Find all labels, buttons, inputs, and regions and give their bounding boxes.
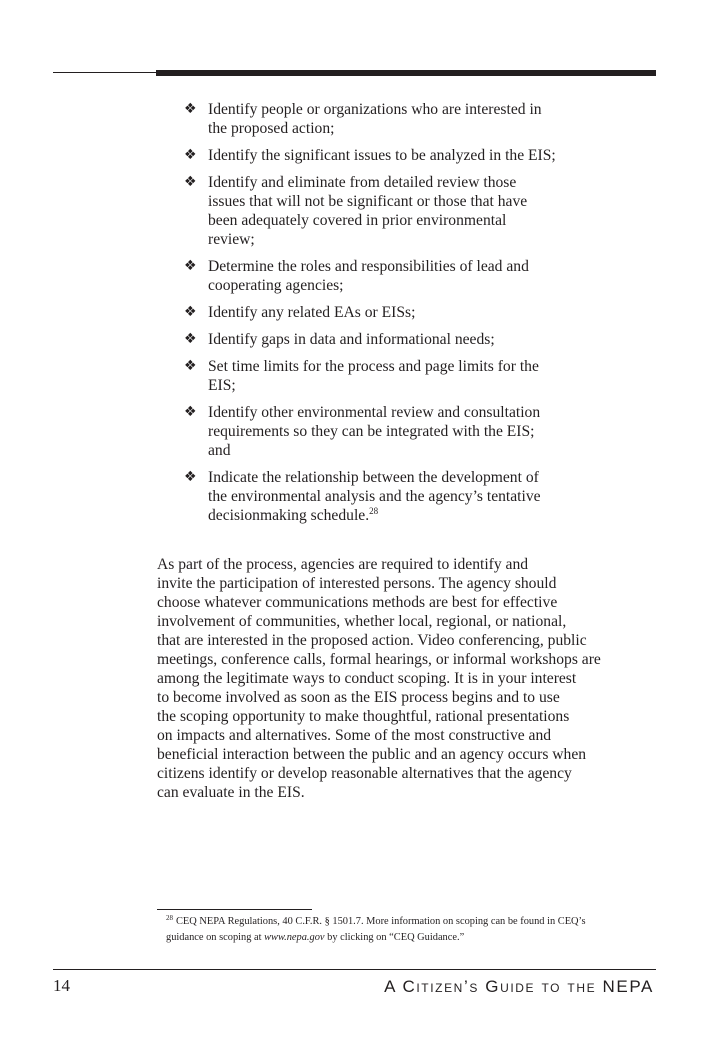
- bullet-text: [208, 468, 604, 525]
- paragraph-line: meetings, conference calls, formal hearings, or informal workshops are: [157, 651, 601, 668]
- bullet-line: issues that will not be significant or those that have: [208, 193, 528, 210]
- footnote-ref: 28: [369, 506, 379, 516]
- paragraph-line: As part of the process, agencies are required to identify and: [157, 556, 529, 573]
- bullet-line: Identify any related EAs or EISs;: [208, 304, 416, 321]
- scoping-paragraph: [157, 555, 662, 802]
- four-diamond-bullet-icon: ❖: [184, 404, 197, 420]
- bullet-item: [184, 330, 604, 349]
- bullet-text: [208, 100, 604, 138]
- footer-rule: [53, 969, 656, 970]
- scoping-bullet-list: [184, 100, 604, 533]
- bullet-line: Identify and eliminate from detailed review those: [208, 174, 517, 191]
- bullet-item: [184, 403, 604, 460]
- bullet-line: the proposed action;: [208, 120, 335, 137]
- nepa-link[interactable]: www.nepa.gov: [264, 932, 325, 943]
- footnote-number: 28: [166, 914, 173, 922]
- paragraph-line: involvement of communities, whether local, regional, or national,: [157, 613, 567, 630]
- bullet-line: Identify people or organizations who are interested in: [208, 101, 542, 118]
- four-diamond-bullet-icon: ❖: [184, 469, 197, 485]
- bullet-item: [184, 303, 604, 322]
- four-diamond-bullet-icon: ❖: [184, 358, 197, 374]
- paragraph-line: invite the participation of interested persons. The agency should: [157, 575, 557, 592]
- paragraph-line: the scoping opportunity to make thoughtful, rational presentations: [157, 708, 570, 725]
- footnote: [166, 914, 646, 946]
- four-diamond-bullet-icon: ❖: [184, 258, 197, 274]
- bullet-item: [184, 468, 604, 525]
- header-rule-thin: [53, 72, 156, 73]
- running-title: A Citizen’s Guide to the NEPA: [384, 977, 654, 996]
- bullet-line: Set time limits for the process and page limits for the: [208, 358, 539, 375]
- bullet-line: been adequately covered in prior environmental: [208, 212, 507, 229]
- bullet-line: and: [208, 442, 231, 459]
- paragraph-line: among the legitimate ways to conduct scoping. It is in your interest: [157, 670, 577, 687]
- paragraph-line: to become involved as soon as the EIS process begins and to use: [157, 689, 560, 706]
- bullet-text: [208, 173, 604, 249]
- bullet-text: [208, 146, 604, 165]
- bullet-line: cooperating agencies;: [208, 277, 344, 294]
- four-diamond-bullet-icon: ❖: [184, 331, 197, 347]
- header-rule-thick: [156, 70, 656, 76]
- four-diamond-bullet-icon: ❖: [184, 101, 197, 117]
- bullet-line: Determine the roles and responsibilities of lead and: [208, 258, 529, 275]
- bullet-line: the environmental analysis and the agency’s tentative: [208, 488, 541, 505]
- bullet-item: [184, 146, 604, 165]
- bullet-item: [184, 357, 604, 395]
- bullet-item: [184, 257, 604, 295]
- bullet-text: [208, 330, 604, 349]
- bullet-line: EIS;: [208, 377, 236, 394]
- paragraph-line: that are interested in the proposed action. Video conferencing, public: [157, 632, 587, 649]
- paragraph-line: choose whatever communications methods are best for effective: [157, 594, 558, 611]
- paragraph-line: can evaluate in the EIS.: [157, 784, 305, 801]
- bullet-line: Identify gaps in data and informational needs;: [208, 331, 495, 348]
- bullet-text: [208, 303, 604, 322]
- four-diamond-bullet-icon: ❖: [184, 147, 197, 163]
- footnote-line-2: guidance on scoping at www.nepa.gov by clicking on “CEQ Guidance.”: [166, 932, 465, 943]
- bullet-line: Identify other environmental review and consultation: [208, 404, 541, 421]
- bullet-item: [184, 173, 604, 249]
- paragraph-line: on impacts and alternatives. Some of the most constructive and: [157, 727, 552, 744]
- bullet-line: requirements so they can be integrated with the EIS;: [208, 423, 535, 440]
- paragraph-line: beneficial interaction between the public and an agency occurs when: [157, 746, 587, 763]
- bullet-text: [208, 257, 604, 295]
- footnote-line-1: $^{28}$ CEQ NEPA Regulations, 40 C.F.R. § 1501.7. More information on scoping can be found in CEQ’s: [166, 914, 586, 927]
- paragraph-line: citizens identify or develop reasonable alternatives that the agency: [157, 765, 572, 782]
- bullet-item: [184, 100, 604, 138]
- bullet-line: Identify the significant issues to be analyzed in the EIS;: [208, 147, 556, 164]
- bullet-line: review;: [208, 231, 255, 248]
- bullet-line: decisionmaking schedule.$^{28}$: [208, 506, 379, 524]
- bullet-line: Indicate the relationship between the development of: [208, 469, 539, 486]
- four-diamond-bullet-icon: ❖: [184, 174, 197, 190]
- bullet-text: [208, 357, 604, 395]
- four-diamond-bullet-icon: ❖: [184, 304, 197, 320]
- footnote-rule: [157, 909, 312, 910]
- bullet-text: [208, 403, 604, 460]
- page-number: 14: [53, 976, 70, 995]
